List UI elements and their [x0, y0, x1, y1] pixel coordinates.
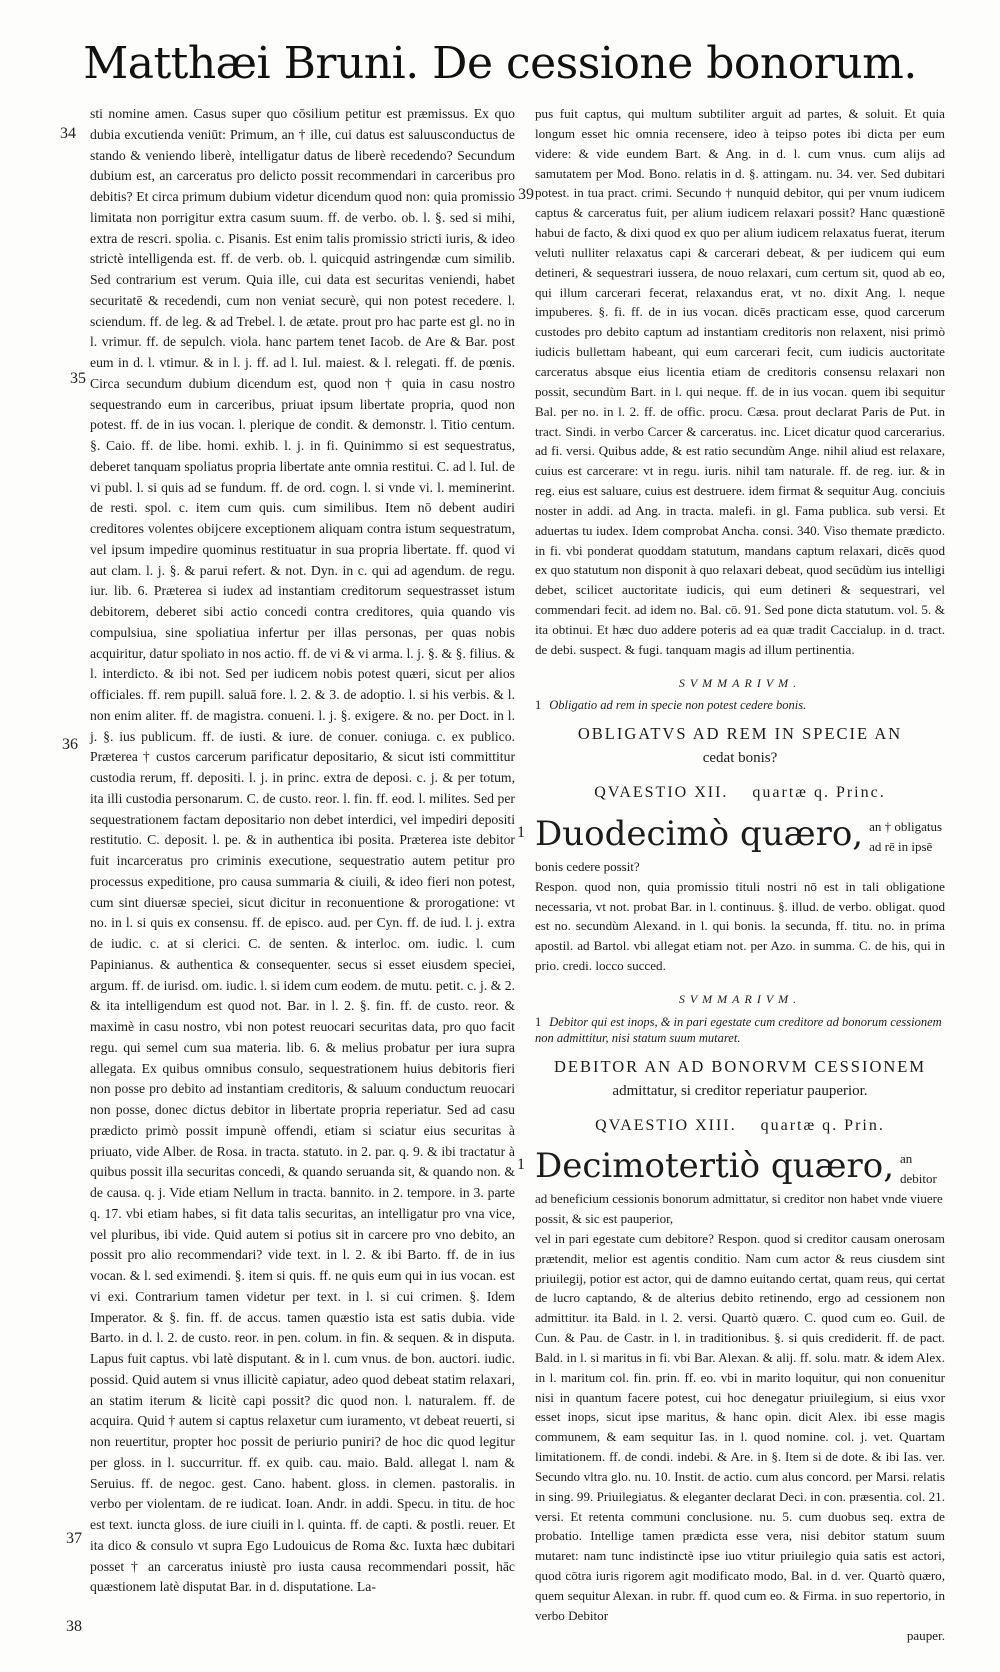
margin-number: 38	[66, 1618, 82, 1635]
question-label	[535, 783, 945, 803]
catchword: pauper.	[906, 1627, 945, 1643]
question-opening	[517, 814, 945, 877]
margin-number: 39	[518, 186, 534, 203]
question-title: DEBITOR AN AD BONORVM CESSIONEM	[553, 1056, 927, 1076]
initial-phrase: Decimotertiò quæro,	[535, 1146, 895, 1187]
question-subtitle: cedat bonis?	[702, 750, 778, 767]
body-text: pus fuit captus, qui multum subtiliter arguit ad partes, & soluit. Et quia longum esset hic omnia recensere, ideo à teipso potes ibi dicta per eum videre: & vide eundem Bart. & Ang. in d. l. cum vnus. cum alijs ad samutatem per Mod. Bono. relatis in d. §. attingam. nu. 34. ver. Sed dubitari potest. in tua pract. crimi. Secundo † nunquid debitor, qui per vnum iudicem captus & carceratus fuit, per alium iudicem relaxari possit? Hanc quæstionē habui de facto, & dixi quod ex quo per alium iudicem relaxatus fuerat, iterum veluti nulliter relaxatus capi & carcerari debeat, & per iudicem qui eum detineri, & sequestrari iussera, de nouo relaxari, cum certum sit, quod ab eo, qui illum carcerari fecerat, relaxandus erat, vt no. dixit Ang. l. neque impuberes. §. fi. ff. de in ius vocan. dicēs practicam esse, quod carcerum custodes pro debito captum ad instantiam creditoris non relaxent, nisi primò iudicis bullettam habeant, qui eum carcerari fecit, cum iudicis auctoritate carceratus absque eius licentia etiam de creditoris consensu relaxari non possit, secundùm Bart. in l. qui neque. ff. de in ius vocan. quem ibi sequitur Bal. per no. in l. 2. ff. de offic. procu. Cæsa. prout declarat Paris de Put. in tract. Sindi. in verbo Carcer & carceratus. inc. Licet dicatur quod carcerarius. ad fi. versi. Quibus adde, & est ratio secundùm Ange. nihil aliud est relaxare, cuius est carcerare: vt in regu. iuris. nihil tam naturale. ff. de reg. iur. & in reg. eius est saluare, cuius est destruere. idem firmat & sequitur Aug. conciuis noster in addi. ad Ang. in tracta. malefi. in gl. Fama publica. sub versi. Et aduertas tu iudex. Idem comprobat Ancha. consi. 340. Viso themate prædicto. in fi. vbi ponderat quoddam statutum, mandans captum relaxari, dicēs quod ex quo statutum non disponit à quo relaxari debeat, quod secūdùm ius intelligi debet, scilicet auctoritate iudicis, qui eum detineri & sequestrari, vel commendari fecit. ad idem no. Bal. cō. 91. Sed pone dicta statutum. vol. 5. & ita obtinui. Et hæc duo addere poteris ad ea quæ tradit Caccialup. in d. tract. de debi. suspect. & fugi. tanquam magis ad illum pertinentia.	[535, 106, 945, 657]
left-column	[90, 104, 515, 1598]
margin-number: 36	[62, 736, 78, 753]
question-number: QVAESTIO XIII.	[595, 1116, 737, 1134]
paragraph-number: 1	[517, 1156, 525, 1174]
margin-number: 34	[60, 125, 76, 142]
question-number: QVAESTIO XII.	[594, 784, 729, 802]
margin-number: 37	[66, 1530, 82, 1547]
question-title: OBLIGATVS AD REM IN SPECIE AN	[577, 724, 903, 744]
summary-heading: SVMMARIVM.	[678, 991, 802, 1006]
summary-item-number: 1	[535, 1014, 542, 1029]
body-text: Respon. quod non, quia promissio tituli nostri nō est in tali obligatione necessaria, vt not. probat Bar. in l. continuus. §. illud. de verbo. obligat. quod est no. secundùm Alexand. in l. qui bonis. la secunda, ff. titu. no. in prima apostil. ad Bartol. vbi allegat etiam not. per Azo. in summa. C. de his, qui in prio. credi. locco succed.	[535, 878, 945, 974]
question-opening	[517, 1146, 945, 1228]
question-reference: quartæ q. Prin.	[760, 1116, 885, 1134]
page-title: Matthæi Bruni. De cessione bonorum.	[83, 38, 917, 89]
initial-phrase: Duodecimò quæro,	[535, 814, 864, 855]
opening-text: an † obligatus ad rē in ipsē bonis cedere possit?	[535, 819, 943, 874]
question-subtitle: admittatur, si creditor reperiatur pauperior.	[612, 1082, 868, 1099]
paragraph-number: 1	[517, 824, 525, 842]
question-label	[535, 1116, 945, 1136]
summary-heading: SVMMARIVM.	[678, 675, 802, 690]
summary-item-text: Debitor qui est inops, & in pari egestate cum creditore ad bonorum cessionem non admittitur, nisi statum suum mutaret.	[535, 1014, 942, 1045]
summary-item-text: Obligatio ad rem in specie non potest cedere bonis.	[549, 698, 807, 713]
summary-item	[535, 697, 945, 713]
body-text: sti nomine amen. Casus super quo cōsilium petitur est præmissus. Ex quo dubia excutienda veniūt: Primum, an † ille, cui datus est saluusconductus de stando & veniendo liberè, intelligatur datus de liberè recedendo? Secundum dubium est, an carceratus pro delicto possit recommendari in carceribus pro debitis? Et circa primum dubium videtur dicendum quod non: quia promissio limitata non porrigitur extra casum suum. ff. de verbo. ob. l. §. sed si mihi, extra de rescri. spolia. c. Pisanis. Est enim talis promissio stricti iuris, & ideo strictè intelligenda est. ff. de verb. ob. l. quicquid astringendæ cum similib. Sed contrarium est verum. Quia ille, cui data est securitas veniendi, habet securitatē & recedendi, cum non veniat securè, qui non potest recedere. l. sciendum. ff. de leg. & ad Trebel. l. de ætate. prout pro hac parte est gl. no in l. vrimur. ff. de sepulch. viola. hanc partem tenet Iacob. de Are & Bar. post eum in d. l. vtimur. & in l. j. ff. ad l. Iul. maiest. & l. relegati. ff. de pœnis. Circa secundum dubium dicendum est, quod non † quia in casu nostro sequestrando eum in carceribus, priuat ipsum libertate propria, quod non potest. ff. de in ius vocan. l. plerique de condit. & demonstr. l. Titio centum. §. Caio. ff. de libe. homi. exhib. l. j. in fi. Quinimmo si est sequestratus, deberet tanquam spoliatus propria libertate ante omnia restitui. C. ad l. Iul. de vi publ. l. si quis ad se fundum. ff. de ord. cogn. l. si vnde vi. l. meminerint. de resti. spol. c. item cum quis. cum similibus. Item nō debent audiri creditores volentes obijcere exceptionem aliquam contra istum sequestratum, vel ipsum impedire quominus restituatur in sua propria libertate. ff. quod vi aut clam. l. j. §. & parui refert. & not. Dyn. in c. qui ad agendum. de regu. iur. lib. 6. Præterea si iudex ad instantiam creditorum sequestrasset istum debitorem, deberet sibi actio concedi contra creditores, quia quando vis compulsiua, sine spoliatiua infertur per illas personas, per quas nobis acquiritur, datur spoliato in nos actio. ff. de vi & vi arma. l. j. §. & §. filius. & l. interdicto. & ibi not. Sed per iudicem nobis potest quæri, sicut per alios officiales. ff. rem pupill. saluā fore. l. 2. & 3. de adoptio. l. si his verbis. & l. non enim aliter. ff. de magistra. conueni. l. j. §. exigere. & no. per Doct. in l. j. §. ius publicum. ff. de iusti. & iure. de conuer. coniuga. c. ex publico. Præterea † custos carcerum parificatur depositario, & sicut isti committitur custodia rerum, ff. depositi. l. j. in princ. extra de deposi. c. j. & per totum, ita illi custodia personarum. C. de custo. reor. l. fin. ff. eod. l. milites. Sed per sequestrationem factam depositario non debet interdici, vel impediri depositi restitutio. C. deposit. l. pe. & in authentica ibi posita. Præterea iste debitor fuit incarceratus pro criminis executione, sequestratio autem petitur pro processus expeditione, pro causa summaria & ciuili, & ideo fieri non potest, cum sint diuersæ speciei, sicut dicitur in reconuentione & prorogatione: vt no. in l. si quis ex consensu. ff. de episco. aud. per Cyn. ff. de iud. l. j. extra de iudic. c. at si clerici. C. de senten. & interloc. om. iudic. l. cum Papinianus. & authentica & consequenter. secus si esset eiusdem speciei, argum. ff. de iurisd. om. iudic. l. si idem cum eodem. de mutu. petit. c. j. & 2. & ita intelligendum est quod not. Bar. in l. 2. §. fin. ff. de custo. reor. & maximè in casu nostro, vbi non potest reuocari securitas data, pro quo facit regu. qui semel cum sua materia. lib. 6. & melius probatur per iura supra allegata. Ex quibus omnibus consulo, sequestrationem huius debitoris fieri non posse pro debito ad instantiam creditoris, & saluum conductum reuocari non posse, donec dictus debitor in libertate propria reperiatur. Sed ad casu prædicto primò possit impunè offendi, etiam si sciatur eius securitas à priuato, vide Alber. de Rosa. in tracta. statuto. in 2. par. q. 9. & ibi tractatur à quibus possit illa securitas concedi, & quando seruanda sit, & quando non. & de causa. q. j. Vide etiam Nellum in tracta. bannito. in 2. tempore. in 3. parte q. 17. vbi etiam habes, si fit data talis securitas, an intelligatur pro vna vice, vel pluribus, ibi vide. Quid autem si potius sit in carcere pro vno debito, an possit pro alio recommendari? vide text. in l. 2. & ibi Barto. ff. de in ius vocan. & l. sed eximendi. §. item si quis. ff. ne quis eum qui in ius vocan. est vi exi. Contrarium tamen videtur per text. in l. si cui crimen. §. Idem Imperator. & §. fin. ff. de accus. tamen quæstio ista est satis dubia. vide Barto. in d. l. 2. de custo. reor. in pen. colum. in fin. & sequen. & in disputa. Lapus fuit captus. vbi latè disputant. & in l. cum vnus. de bon. auctori. iudic. possid. Quid autem si vnus illicitè capiatur, adeo quod debeat statim relaxari, an statim iterum & licitè capi possit? dic quod non. l. naturalem. ff. de acquira. Quid † autem si captus relaxetur cum iuramento, vt debeat reuerti, si non reuertitur, propter hoc possit de periurio puniri? de hoc dic quod legitur per gloss. in l. succurritur. ff. ex quib. cau. maio. Bald. allegat l. nam & Seruius. ff. de negoc. gest. Cano. habent. gloss. in clemen. pastoralis. in verbo per violentam. de re iudicat. Ioan. Andr. in addi. Specu. in titu. de hoc est text. iuncta gloss. de iure ciuili in l. quinta. ff. de capti. & postli. reuer. Et ita dico & consulo vt supra Ego Ludouicus de Roma &c. Iuxta hæc dubitari posset † an carceratus iniustè pro iusta causa recommendari possit, hāc quæstionem latè disputat Bar. in d. disputatione. La-	[90, 106, 515, 1595]
margin-number: 35	[70, 370, 86, 387]
opening-text: an debitor ad beneficium cessionis bonorum admittatur, si creditor non habet vnde viuere possit, & sic est pauperior,	[535, 1151, 943, 1226]
body-text: vel in pari egestate cum debitore? Respon. quod si creditor causam onerosam prætendit, melior est agentis conditio. Nam cum actor & reus ciusdem sint priuilegij, potior est actor, qui de damno euitando certat, quam reus, qui certat de lucro captando, & de alterius debito retinendo, ergo ad cessionem non admittitur. ita Bald. in l. 2. versi. Quartò quæro. C. quod cum eo. Guil. de Cun. & Pau. de Castr. in l. in traditionibus. §. si quis crediderit. ff. de pact. Bald. in l. si maritus in fi. vbi Bar. Alexan. & alij. ff. solu. matr. & idem Alex. in l. maritum col. fin. prin. ff. eo. vbi in marito loquitur, qui non conuenitur nisi in quantum facere potest, cui hoc denegatur priuilegium, si eius vxor esset inops, sicut ipse maritus, & hanc opin. dicit Alex. ibi esse magis communem, & eam sequitur Ias. in l. quod nomine. col. j. vet. Quartam limitationem. ff. de condi. indebi. & Are. in §. Item si de dote. & ibi Ias. ver. Secundo vltra glo. nu. 10. Instit. de actio. cum alus concord. per Marsi. relatis in sing. 99. Priuilegiatus. & eleganter declarat Deci. in con. præsentia. col. 21. versi. Et retenta communi conclusione. nu. 5. cum duobus seq. extra de probatio. Intellige tamen prædicta esse vera, nisi debitor statum suum mutaret: nam tunc indistinctè ipse iuo vtitur priuilegio quia satis est actori, quod cōtra iuris rigorem agit modificato modo, Bal. in d. ver. Quartò quæro, quem sequitur Alexan. in rubr. ff. quod cum eo. & Firma. in suo repertorio, in verbo Debitor	[535, 1230, 945, 1623]
summary-item-number: 1	[535, 698, 542, 713]
summary-item	[535, 1014, 945, 1046]
question-reference: quartæ q. Princ.	[752, 784, 886, 802]
